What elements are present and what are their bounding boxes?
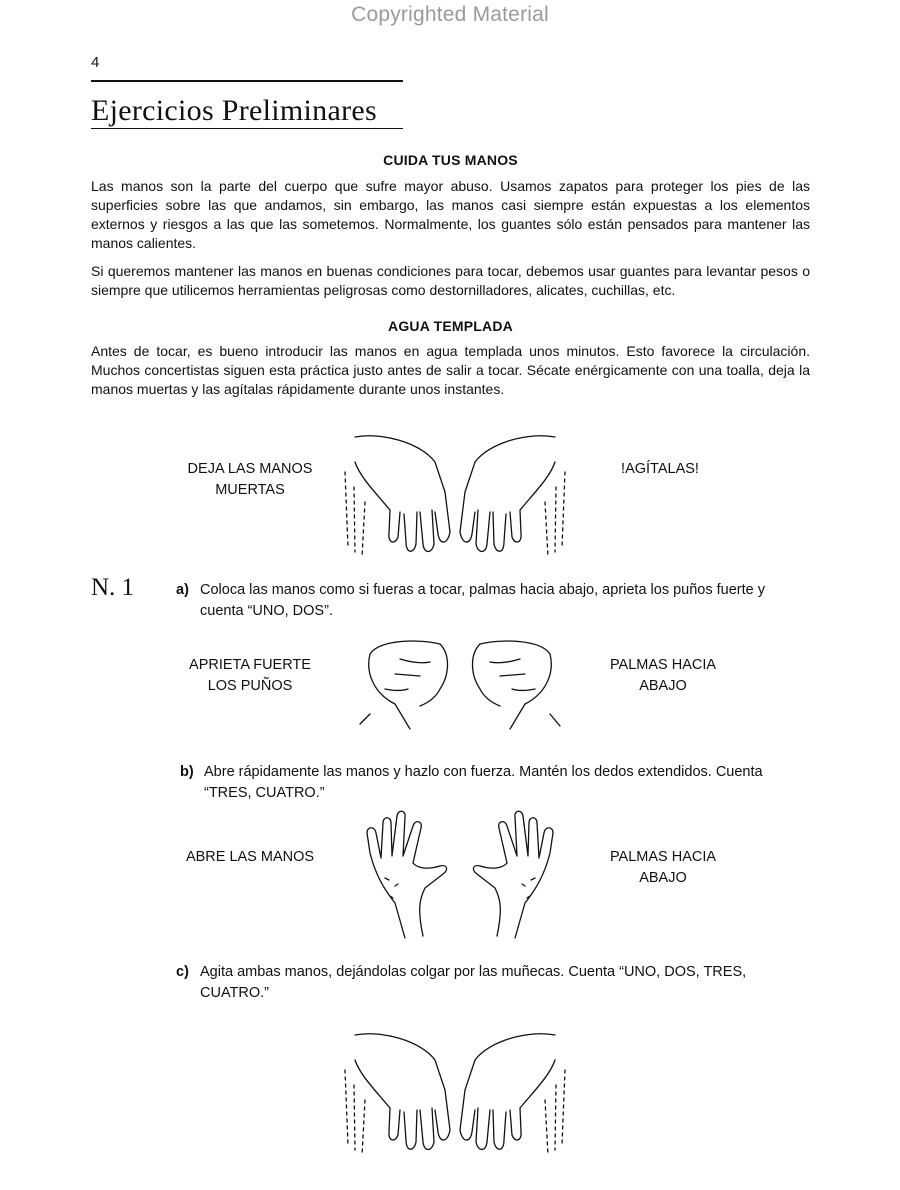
title-top-rule xyxy=(91,80,403,82)
label-line: PALMAS HACIA xyxy=(609,657,717,673)
exercise-number: N. 1 xyxy=(91,574,135,601)
label-line: MUERTAS xyxy=(215,482,285,498)
exercise-item-a xyxy=(176,580,786,622)
limp-hand-left xyxy=(345,436,450,557)
open-hand-right xyxy=(473,811,553,938)
shaking-hand-left xyxy=(345,1034,450,1155)
open-hands-illustration xyxy=(345,808,575,943)
shaking-hand-right xyxy=(460,1034,565,1155)
label-palmas-a xyxy=(588,655,738,697)
label-abre: ABRE LAS MANOS xyxy=(185,849,315,865)
label-line: LOS PUÑOS xyxy=(207,678,293,694)
title-underline xyxy=(91,128,403,129)
limp-hand-right xyxy=(460,436,565,557)
paragraph-cuida-1: Las manos son la parte del cuerpo que sufre mayor abuso. Usamos zapatos para proteger los pies de las superficies sobre las que andamos, sin embargo, las manos casi siempre están expuestas a los elementos externos y riesgos a las que las sometemos. Normalmente, los guantes sólo están pensados para mantener las manos calientes. xyxy=(91,178,810,251)
label-line: ABAJO xyxy=(639,678,687,694)
page-title: Ejercicios Preliminares xyxy=(91,94,377,127)
item-marker: c) xyxy=(176,964,189,980)
fist-right xyxy=(473,641,561,729)
item-marker: a) xyxy=(176,582,189,598)
open-hand-left xyxy=(367,811,447,938)
label-deja-manos xyxy=(175,459,325,501)
paragraph-cuida-2: Si queremos mantener las manos en buenas condiciones para tocar, debemos usar guantes para levantar pesos o siempre que utilicemos herramientas peligrosas como destornilladores, alicates, cuchillas, etc. xyxy=(91,263,810,298)
copyright-watermark: Copyrighted Material xyxy=(351,3,549,26)
fists-illustration xyxy=(340,634,580,734)
shaking-hands-illustration xyxy=(340,1030,570,1160)
paragraph-agua: Antes de tocar, es bueno introducir las manos en agua templada unos minutos. Esto favorece la circulación. Muchos concertistas siguen esta práctica justo antes de salir a tocar. Sécate enérgicamente con una toalla, deja la manos muertas y las agítalas rápidamente durante unos instantes. xyxy=(91,343,810,397)
exercise-item-c xyxy=(176,962,811,1004)
item-text: Coloca las manos como si fueras a tocar, palmas hacia abajo, aprieta los puños fuerte y cuenta “UNO, DOS”. xyxy=(200,582,765,619)
label-aprieta xyxy=(175,655,325,697)
item-text: Agita ambas manos, dejándolas colgar por las muñecas. Cuenta “UNO, DOS, TRES, CUATRO.” xyxy=(200,964,747,1001)
fist-left xyxy=(360,641,448,729)
page-number: 4 xyxy=(91,54,100,71)
label-palmas-b xyxy=(588,847,738,889)
item-text: Abre rápidamente las manos y hazlo con fuerza. Mantén los dedos extendidos. Cuenta “TRES, CUATRO.” xyxy=(204,764,763,801)
section-heading-agua: AGUA TEMPLADA xyxy=(388,318,513,334)
label-line: ABAJO xyxy=(639,870,687,886)
section-heading-cuida: CUIDA TUS MANOS xyxy=(383,152,518,168)
exercise-item-b xyxy=(180,762,795,804)
item-marker: b) xyxy=(180,764,194,780)
label-agitalas: !AGÍTALAS! xyxy=(621,461,699,477)
limp-hands-illustration xyxy=(340,432,570,562)
label-line: DEJA LAS MANOS xyxy=(187,461,313,477)
label-line: APRIETA FUERTE xyxy=(189,657,311,673)
label-line: PALMAS HACIA xyxy=(609,849,717,865)
